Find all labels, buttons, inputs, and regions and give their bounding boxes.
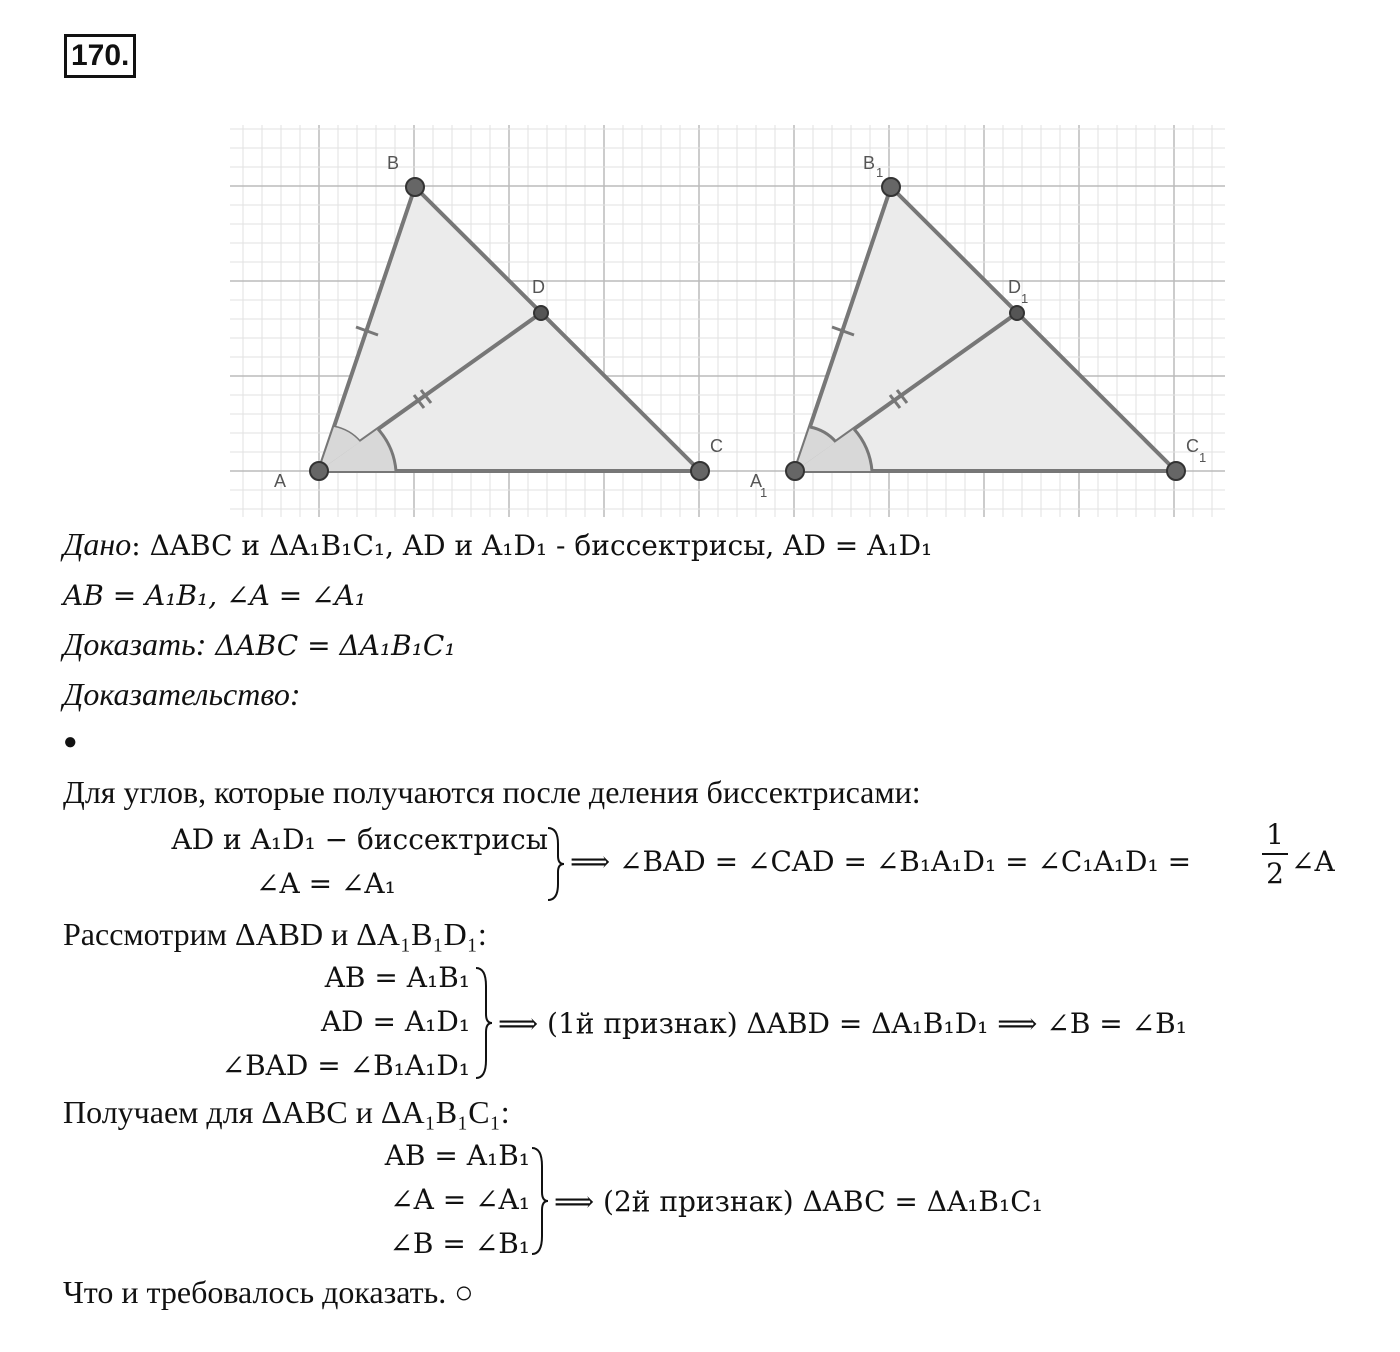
frac-denominator: 2 — [1266, 857, 1284, 890]
given-label: Дано — [63, 526, 132, 562]
step2-intro: Рассмотрим ΔABD и ΔA₁B₁D₁: — [63, 916, 487, 952]
step3-condition-3: ∠B = ∠B₁ — [389, 1227, 530, 1260]
triangle-abc — [274, 153, 723, 491]
given2-text: AB = A₁B₁, ∠A = ∠A₁ — [63, 579, 366, 612]
step3-condition-2: ∠A = ∠A₁ — [390, 1183, 530, 1216]
brace-1 — [546, 826, 566, 902]
step1-result: ⟹ ∠BAD = ∠CAD = ∠B₁A₁D₁ = ∠C₁A₁D₁ = — [570, 845, 1192, 878]
label-d: D — [532, 277, 545, 297]
proof-label: Доказательство: — [63, 676, 301, 712]
label-a: A — [274, 471, 287, 491]
label-b1-sub: 1 — [876, 165, 884, 180]
label-a1: A — [750, 471, 763, 491]
given2-line — [63, 574, 366, 616]
step1-condition-2: ∠A = ∠A₁ — [256, 867, 396, 900]
given-text: : ΔABC и ΔA₁B₁C₁, AD и A₁D₁ - биссектрисы, AD = A₁D₁ — [131, 529, 933, 562]
step2-condition-1: AB = A₁B₁ — [324, 961, 470, 994]
step2-condition-3: ∠BAD = ∠B₁A₁D₁ — [221, 1049, 470, 1082]
label-d1-sub: 1 — [1021, 291, 1029, 306]
label-a1-sub: 1 — [760, 485, 768, 500]
given-line — [63, 524, 932, 566]
prove-text: ΔABC = ΔA₁B₁C₁ — [206, 629, 456, 662]
label-c1: C — [1186, 436, 1199, 456]
brace-3 — [530, 1146, 550, 1256]
label-b1: B — [863, 153, 876, 173]
prove-line — [63, 624, 456, 666]
step1-condition-1: AD и A₁D₁ − биссектрисы — [171, 823, 548, 856]
frac-numerator: 1 — [1266, 818, 1284, 851]
step1-tail: ∠A — [1291, 845, 1335, 878]
conclusion: Что и требовалось доказать. ○ — [63, 1274, 474, 1310]
problem-number: 170. — [64, 34, 136, 78]
step2-condition-2: AD = A₁D₁ — [320, 1005, 470, 1038]
label-c1-sub: 1 — [1199, 450, 1207, 465]
label-d1: D — [1008, 277, 1021, 297]
brace-2 — [474, 966, 494, 1080]
step3-intro: Получаем для ΔABC и ΔA₁B₁C₁: — [63, 1094, 510, 1130]
prove-label: Доказать: — [63, 626, 207, 662]
step1-fraction — [1262, 818, 1288, 890]
step2-result: ⟹ (1й признак) ΔABD = ΔA₁B₁D₁ ⟹ ∠B = ∠B₁ — [498, 1007, 1187, 1040]
step3-result: ⟹ (2й признак) ΔABC = ΔA₁B₁C₁ — [554, 1185, 1043, 1218]
step3-condition-1: AB = A₁B₁ — [384, 1139, 530, 1172]
step1-intro: Для углов, которые получаются после деления биссектрисами: — [63, 774, 921, 810]
label-c: C — [710, 436, 723, 456]
triangles-figure — [230, 125, 1225, 517]
bullet: ● — [63, 729, 78, 755]
label-b: B — [387, 153, 400, 173]
